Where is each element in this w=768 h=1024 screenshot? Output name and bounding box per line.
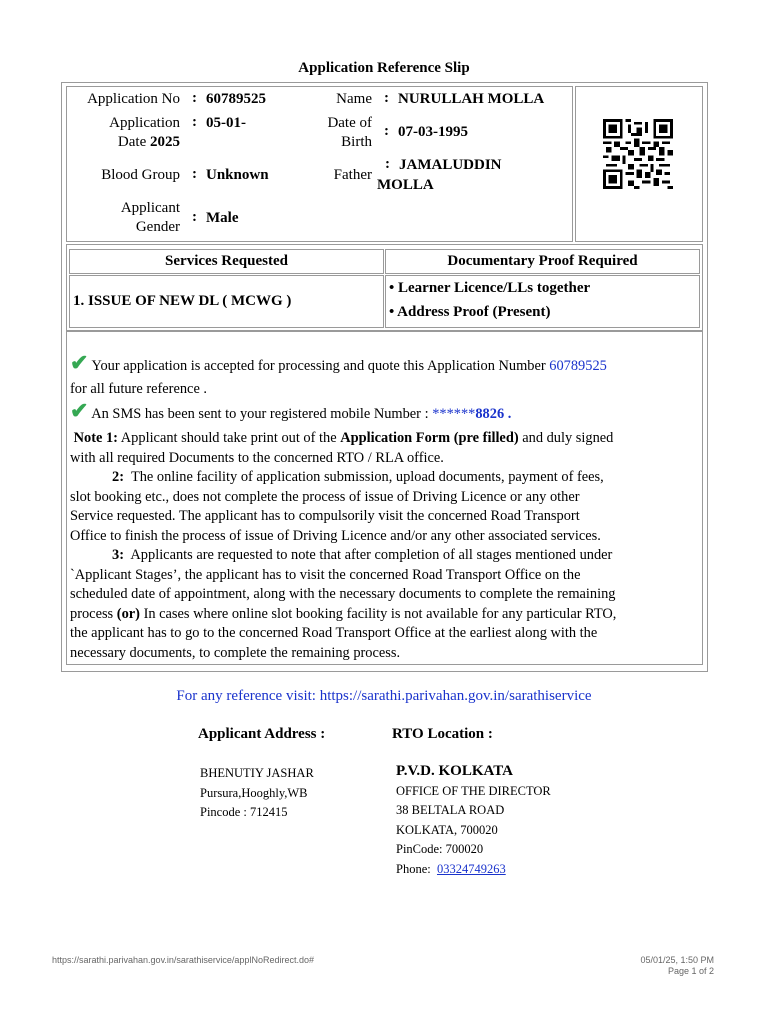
name-value: NURULLAH MOLLA bbox=[398, 91, 545, 107]
doc-item: • Learner Licence/LLs together bbox=[389, 280, 591, 296]
application-no-value: 60789525 bbox=[206, 91, 266, 107]
rto-name: P.V.D. KOLKATA bbox=[396, 763, 513, 779]
application-number-highlight: 60789525 bbox=[549, 358, 607, 374]
rto-location-heading: RTO Location : bbox=[392, 726, 493, 742]
accepted-message: ✔ Your application is accepted for processing and quote this Application Number 60789525 bbox=[70, 350, 607, 375]
rto-address: P.V.D. KOLKATA OFFICE OF THE DIRECTOR 38 BELTALA ROAD KOLKATA, 700020 PinCode: 700020 Phone: 03324749263 bbox=[396, 763, 551, 876]
check-icon: ✔ bbox=[70, 398, 89, 423]
dob-label-2: Birth bbox=[341, 134, 372, 150]
colon: : bbox=[385, 156, 390, 172]
page-title: Application Reference Slip bbox=[298, 60, 470, 76]
application-date-label-2: Date 2025 bbox=[117, 134, 180, 150]
colon: : bbox=[192, 209, 197, 225]
qr-code-icon bbox=[601, 119, 675, 189]
footer-timestamp: 05/01/25, 1:50 PM bbox=[640, 955, 714, 965]
footer-page: Page 1 of 2 bbox=[667, 966, 714, 976]
colon: : bbox=[192, 114, 197, 130]
check-icon: ✔ bbox=[70, 350, 89, 375]
gender-label-1: Applicant bbox=[120, 200, 180, 216]
footer-url: https://sarathi.parivahan.gov.in/sarathiservice/applNoRedirect.do# bbox=[52, 955, 314, 965]
name-label: Name bbox=[336, 91, 372, 107]
colon: : bbox=[384, 123, 389, 139]
blood-group-value: Unknown bbox=[206, 167, 269, 183]
gender-label-2: Gender bbox=[135, 219, 180, 235]
applicant-address-heading: Applicant Address : bbox=[198, 726, 326, 742]
dob-value: 07-03-1995 bbox=[398, 124, 468, 140]
father-value-1: JAMALUDDIN bbox=[399, 157, 502, 173]
note-1: Note 1: Applicant should take print out of the Application Form (pre filled) and duly signed with all required Documents to the concerned RTO / RLA office. 2: The online facility of application submission, upload documents, payment of fees, slot booking etc., does not complete the process of issue of Driving Licence or any other Service requested. The applicant has to compulsorily visit the concerned Road Transport Office to finish the process of issue of Driving Licence and/or any other associated services. 3: Applicants are requested to note that after completion of all stages mentioned under `Applicant Stages’, the applicant has to visit the concerned Road Transport Office on the scheduled date of appointment, along with the necessary documents to complete the remaining process (or) In cases where online slot booking facility is not available for any particular RTO, the applicant has to go to the concerned Road Transport Office at the earliest along with the necessary documents, to complete the remaining process. bbox=[70, 430, 617, 661]
colon: : bbox=[192, 166, 197, 182]
application-no-label: Application No bbox=[87, 91, 180, 107]
applicant-address: BHENUTIY JASHAR Pursura,Hooghly,WB Pincode : 712415 bbox=[200, 766, 314, 819]
application-date-value-2: 2025 bbox=[150, 134, 180, 150]
gender-value: Male bbox=[206, 210, 239, 226]
docs-header: Documentary Proof Required bbox=[385, 249, 700, 274]
reference-link[interactable]: For any reference visit: https://sarathi.parivahan.gov.in/sarathiservice bbox=[176, 688, 592, 704]
application-date-value-1: 05-01- bbox=[206, 115, 246, 131]
application-date-label-1: Application bbox=[109, 115, 180, 131]
phone-link[interactable]: 03324749263 bbox=[436, 861, 506, 876]
blood-group-label: Blood Group bbox=[101, 167, 180, 183]
services-header: Services Requested bbox=[69, 249, 384, 274]
colon: : bbox=[384, 90, 389, 106]
dob-label-1: Date of bbox=[327, 115, 372, 131]
accepted-message-line2: for all future reference . bbox=[70, 381, 208, 397]
father-label: Father bbox=[333, 167, 372, 183]
father-value-2: MOLLA bbox=[377, 177, 434, 193]
colon: : bbox=[192, 90, 197, 106]
mobile-digits: 8826 . bbox=[475, 406, 512, 422]
sms-message: ✔ An SMS has been sent to your registered mobile Number : ******8826 . bbox=[70, 398, 512, 423]
service-item: 1. ISSUE OF NEW DL ( MCWG ) bbox=[73, 293, 292, 309]
doc-item: • Address Proof (Present) bbox=[389, 304, 551, 320]
